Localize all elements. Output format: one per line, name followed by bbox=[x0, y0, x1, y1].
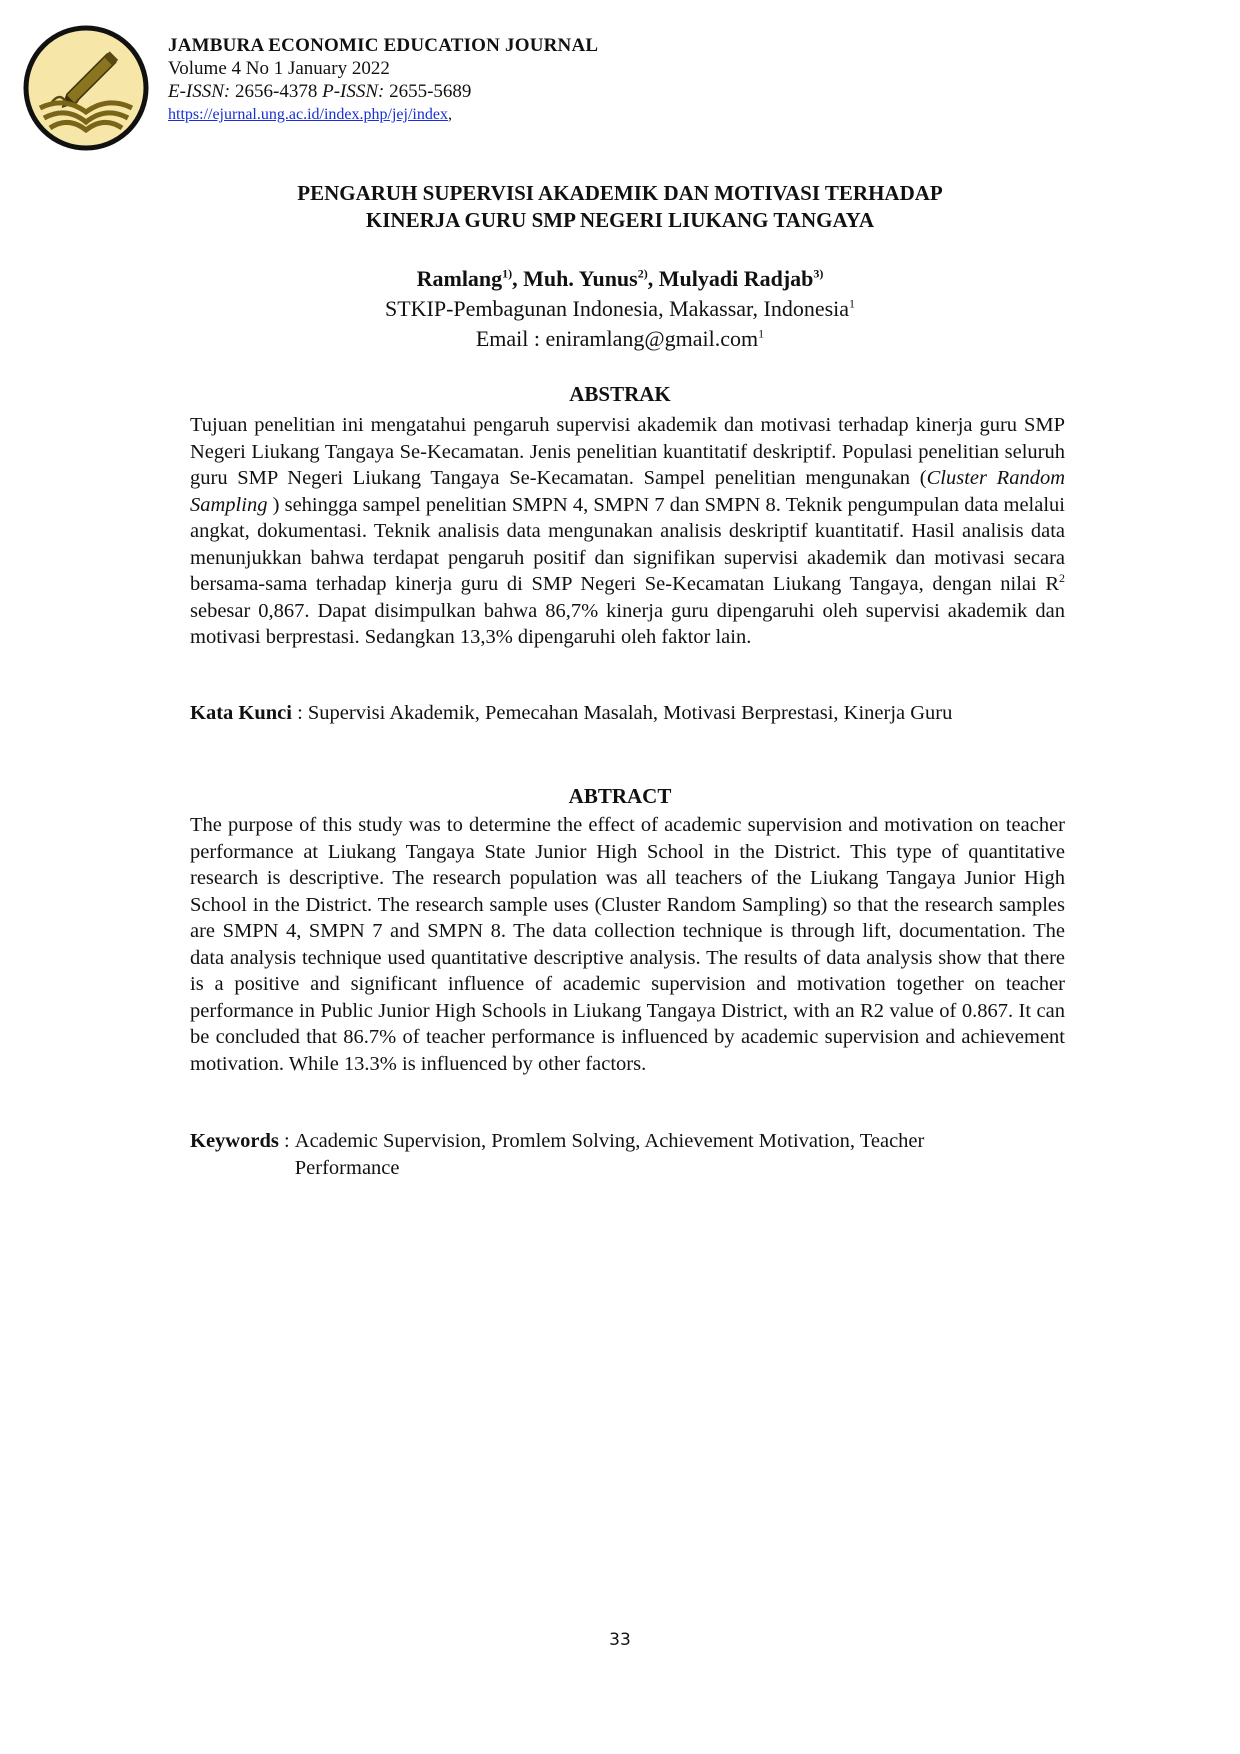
kata-kunci-text: Supervisi Akademik, Pemecahan Masalah, Motivasi Berprestasi, Kinerja Guru bbox=[307, 702, 953, 724]
title-line-2: KINERJA GURU SMP NEGERI LIUKANG TANGAYA bbox=[365, 208, 875, 232]
paper-title bbox=[160, 180, 1080, 234]
journal-url-line bbox=[168, 103, 598, 126]
pissn-label: P-ISSN: bbox=[322, 81, 385, 102]
journal-url-link[interactable]: https://ejurnal.ung.ac.id/index.php/jej/index bbox=[168, 106, 448, 123]
affiliation bbox=[160, 294, 1080, 324]
abstract-heading: ABTRACT bbox=[568, 784, 672, 808]
r-squared-sup: 2 bbox=[1059, 571, 1065, 586]
pissn-value: 2655-5689 bbox=[384, 81, 472, 102]
author-2-sup: 2) bbox=[637, 266, 648, 281]
email bbox=[160, 324, 1080, 354]
journal-logo-icon bbox=[22, 24, 150, 152]
abstrak-italic-term: Cluster Random Sampling bbox=[190, 467, 1065, 516]
keywords bbox=[190, 1128, 1070, 1182]
journal-url-suffix: , bbox=[447, 106, 452, 123]
email-sup: 1 bbox=[758, 326, 765, 341]
eissn-value: 2656-4378 bbox=[230, 81, 323, 102]
journal-name: JAMBURA ECONOMIC EDUCATION JOURNAL bbox=[168, 35, 599, 56]
abstrak-text-part-3: sebesar 0,867. Dapat disimpulkan bahwa 86,7% kinerja guru dipengaruhi oleh supervisi akademik dan motivasi berprestasi. Sedangkan 13,3% dipengaruhi oleh faktor lain. bbox=[190, 599, 1065, 648]
affiliation-sup: 1 bbox=[849, 296, 856, 311]
author-3-sup: 3) bbox=[813, 266, 824, 281]
affiliation-text: STKIP-Pembagunan Indonesia, Makassar, Indonesia bbox=[384, 296, 850, 321]
journal-header bbox=[168, 34, 598, 126]
keywords-text: Academic Supervision, Promlem Solving, Achievement Motivation, Teacher Performance bbox=[294, 1130, 925, 1179]
author-block bbox=[160, 264, 1080, 354]
author-1: Ramlang bbox=[416, 266, 503, 291]
kata-kunci bbox=[190, 700, 1070, 727]
author-1-sup: 1) bbox=[502, 266, 513, 281]
pen-book-icon bbox=[22, 24, 150, 152]
title-line-1: PENGARUH SUPERVISI AKADEMIK DAN MOTIVASI TERHADAP bbox=[297, 181, 943, 205]
kata-kunci-label: Kata Kunci bbox=[190, 702, 292, 724]
eissn-label: E-ISSN: bbox=[168, 81, 231, 102]
abstract-body: The purpose of this study was to determine the effect of academic supervision and motivation on teacher performance at Liukang Tangaya State Junior High School in the District. This type of quantitative research is descriptive. The research population was all teachers of the Liukang Tangaya Junior High School in the District. The research sample uses (Cluster Random Sampling) so that the research samples are SMPN 4, SMPN 7 and SMPN 8. The data collection technique is through lift, documentation. The data analysis technique used quantitative descriptive analysis. The results of data analysis show that there is a positive and significant influence of academic supervision and motivation together on teacher performance in Public Junior High Schools in Liukang Tangaya District, with an R2 value of 0.867. It can be concluded that 86.7% of teacher performance is influenced by academic supervision and achievement motivation. While 13.3% is influenced by other factors. bbox=[190, 814, 1065, 1075]
author-names bbox=[160, 264, 1080, 294]
email-text: Email : eniramlang@gmail.com bbox=[475, 326, 759, 351]
kata-kunci-sep: : bbox=[291, 702, 308, 724]
journal-volume: Volume 4 No 1 January 2022 bbox=[168, 58, 390, 79]
keywords-sep: : bbox=[278, 1130, 295, 1152]
author-3: , Mulyadi Radjab bbox=[647, 266, 814, 291]
abstrak-heading: ABSTRAK bbox=[569, 382, 671, 406]
page-number: 33 bbox=[609, 1630, 631, 1650]
abstrak-body bbox=[190, 412, 1065, 651]
journal-issn bbox=[168, 80, 598, 103]
author-2: , Muh. Yunus bbox=[512, 266, 638, 291]
abstrak-text-part-2: ) sehingga sampel penelitian SMPN 4, SMPN 7 dan SMPN 8. Teknik pengumpulan data melalui angkat, dokumentasi. Teknik analisis data mengunakan analisis deskriptif kuantitatif. Hasil analisis data menunjukkan bahwa terdapat pengaruh positif dan signifikan supervisi akademik dan motivasi secara bersama-sama terhadap kinerja guru di SMP Negeri Se-Kecamatan Liukang Tangaya, dengan nilai R bbox=[190, 493, 1065, 595]
keywords-label: Keywords bbox=[190, 1130, 279, 1152]
abstrak-text-part-1: Tujuan penelitian ini mengatahui pengaruh supervisi akademik dan motivasi terhadap kinerja guru SMP Negeri Liukang Tangaya Se-Kecamatan. Jenis penelitian kuantitatif deskriptif. Populasi penelitian seluruh guru SMP Negeri Liukang Tangaya Se-Kecamatan. Sampel penelitian mengunakan ( bbox=[190, 414, 1065, 489]
